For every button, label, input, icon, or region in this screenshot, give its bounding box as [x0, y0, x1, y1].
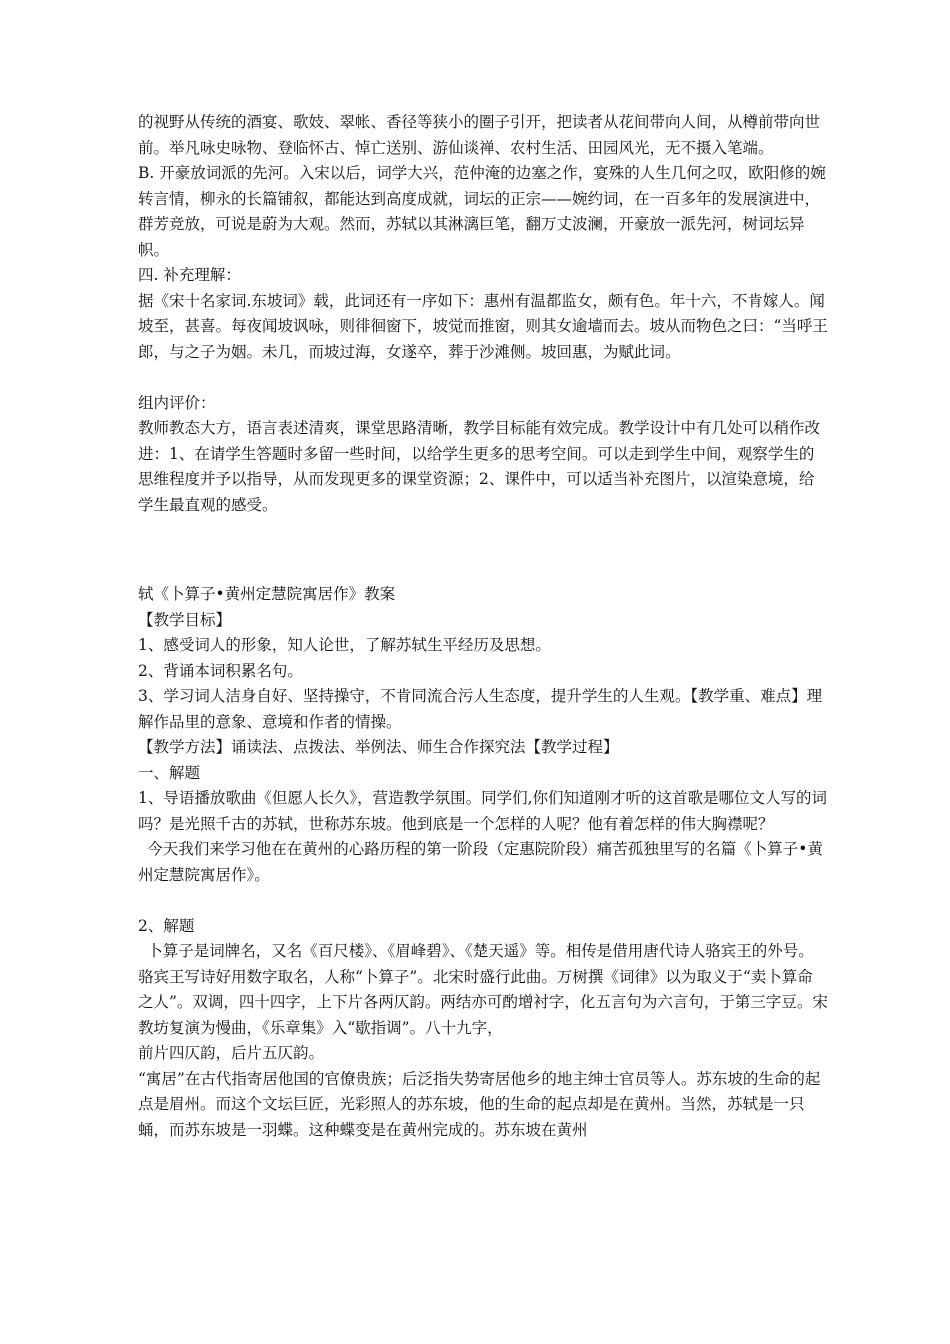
teaching-methods: 【教学方法】诵读法、点拨法、举例法、师生合作探究法【教学过程】: [138, 738, 619, 756]
paragraph-cipai: 卜算子是词牌名，又名《百尺楼》、《眉峰碧》、《楚天遥》等。相传是借用唐代诗人骆宾王的外号。骆宾王写诗好用数字取名，人称“卜算子”。北宋时盛行此曲。万树撰《词律》以为取义于“卖卜算命之人”。双调，四十四字，上下片各两仄韵。两结亦可酌增衬字，化五言句为六言句，于第三字豆。宋教坊复演为慢曲，《乐章集》入“歇指调”。八十九字，: [138, 942, 828, 1037]
paragraph-intro-continuation: 的视野从传统的酒宴、歌妓、翠帐、香径等狭小的圈子引开，把读者从花间带向人间，从樽前带向世前。举凡咏史咏物、登临怀古、悼亡送别、游仙谈禅、农村生活、田园风光，无不摄入笔端。: [138, 113, 821, 157]
paragraph-point-b: B. 开豪放词派的先河。入宋以后，词学大兴，范仲淹的边塞之作，宴殊的人生几何之叹，欧阳修的婉转言情，柳永的长篇铺叙，都能达到高度成就，词坛的正宗——婉约词，在一百多年的发展演进中，群芳竞放，可说是蔚为大观。然而，苏轼以其淋漓巨笔，翻万丈波澜，开豪放一派先河，树词坛异帜。: [138, 164, 826, 259]
lesson-plan-title: 轼《卜算子•黄州定慧院寓居作》教案: [138, 585, 396, 603]
section-heading-supplement: 四. 补充理解：: [138, 266, 241, 284]
heading-teaching-goals: 【教学目标】: [138, 610, 232, 629]
spacer: [138, 365, 828, 391]
heading-part-one: 一、解题: [138, 763, 201, 782]
paragraph-group-review: 教师教态大方，语言表述清爽，课堂思路清晰，教学目标能有效完成。教学设计中有几处可以稍作改进：1、在请学生答题时多留一些时间，以给学生更多的思考空间。可以走到学生中间，观察学生的思维程度并予以指导，从而发现更多的课堂资源；2、课件中，可以适当补充图片，以渲染意境，给学生最直观的感受。: [138, 419, 821, 514]
paragraph-rhyme: 前片四仄韵，后片五仄韵。: [138, 1044, 325, 1062]
paragraph-supplement: 据《宋十名家词.东坡词》载，此词还有一序如下：惠州有温都监女，颇有色。年十六，不肯嫁人。闻坡至，甚喜。每夜闻坡讽咏，则徘徊窗下，坡觉而推窗，则其女逾墙而去。坡从而物色之曰：“当呼王郎，与之子为姻。未几，而坡过海，女遂卒，葬于沙滩侧。坡回惠，为赋此词。: [138, 291, 828, 361]
paragraph-intro-song: 1、导语播放歌曲《但愿人长久》，营造教学氛围。同学们,你们知道刚才听的这首歌是哪位文人写的词吗？是光照千古的苏轼，世称苏东坡。他到底是一个怎样的人呢？他有着怎样的伟大胸襟呢？: [138, 789, 828, 833]
paragraph-yuju: “寓居”在古代指寄居他国的官僚贵族；后泛指失势寄居他乡的地主绅士官员等人。苏东坡的生命的起点是眉州。而这个文坛巨匠，光彩照人的苏东坡，他的生命的起点却是在黄州。当然，苏轼是一只蛹，而苏东坡是一羽蝶。这种蝶变是在黄州完成的。苏东坡在黄州: [138, 1069, 821, 1139]
spacer: [138, 888, 828, 914]
goal-item-1: 1、感受词人的形象，知人论世，了解苏轼生平经历及思想。: [138, 636, 551, 654]
section-heading-group-review: 组内评价：: [138, 393, 216, 412]
goal-item-3: 3、学习词人洁身自好、坚持操守，不肯同流合污人生态度，提升学生的人生观。【教学重、难点】理解作品里的意象、意境和作者的情操。: [138, 687, 823, 731]
paragraph-today: 今天我们来学习他在在黄州的心路历程的第一阶段（定惠院阶段）痛苦孤独里写的名篇《卜算子•黄州定慧院寓居作》。: [138, 840, 823, 884]
heading-explain-title: 2、解题: [138, 916, 195, 935]
document-page: [138, 110, 828, 1143]
spacer: [138, 518, 828, 582]
goal-item-2: 2、背诵本词积累名句。: [138, 661, 303, 680]
